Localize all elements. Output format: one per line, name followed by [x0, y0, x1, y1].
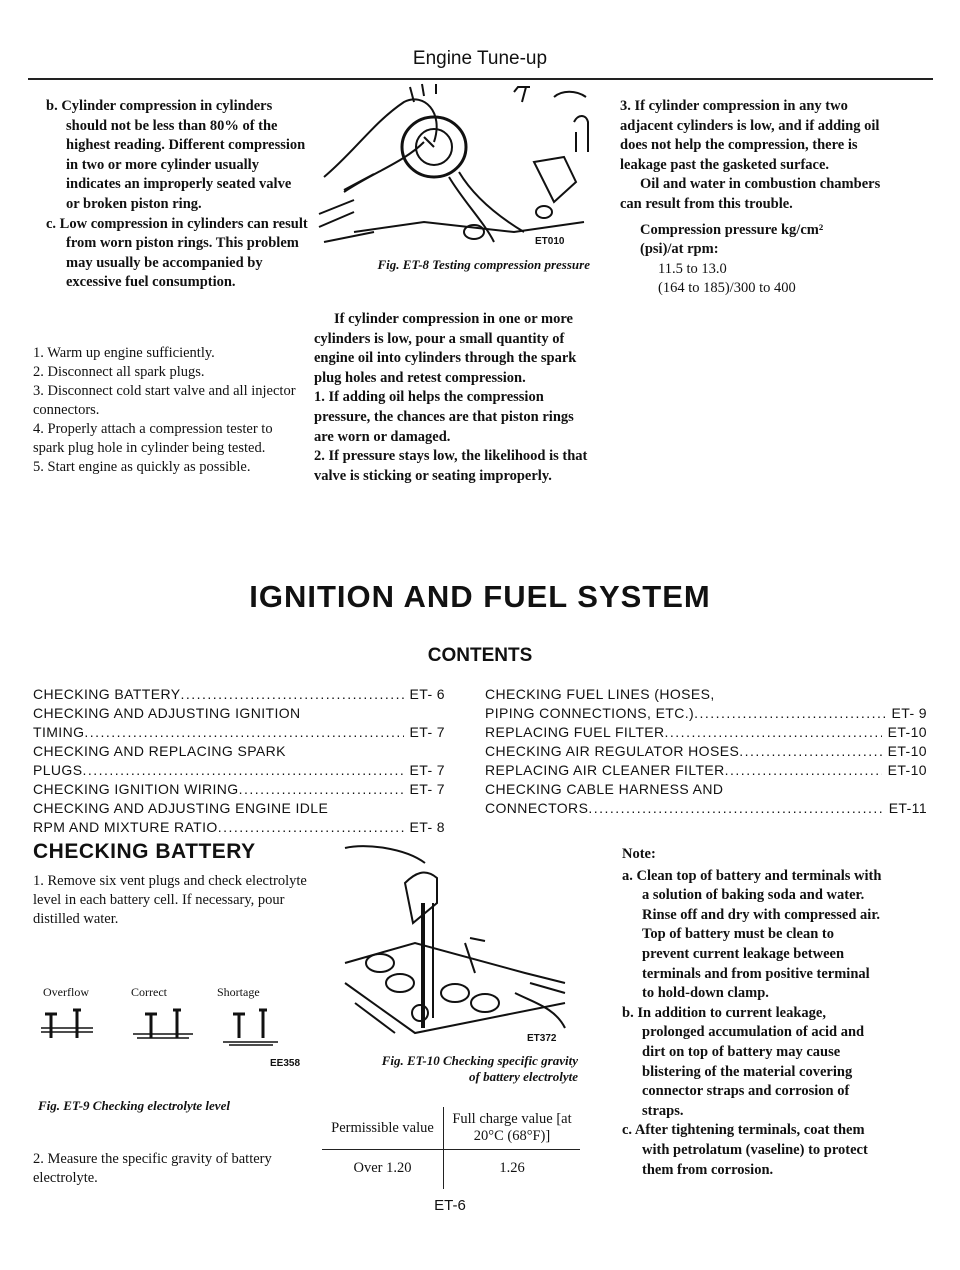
note-item-a: a. Clean top of battery and terminals with a solution of baking soda and water. Rinse off and dry with compressed air. Top of battery must be clean to prevent current leakage between terminals and from positive terminal to hold-down clamp. [622, 867, 882, 1002]
battery-step-1: 1. Remove six vent plugs and check electrolyte level in each battery cell. If necessary, pour distilled water. [33, 873, 307, 927]
toc-entry-label: CHECKING AIR REGULATOR HOSES [485, 743, 740, 759]
toc-entry-page: ET-10 [887, 762, 927, 778]
toc-entry-label: TIMING [33, 724, 85, 740]
toc-entry-label: CHECKING BATTERY [33, 686, 181, 702]
toc-entry[interactable] [485, 704, 927, 723]
right-para-2: Oil and water in combustion chambers can result from this trouble. [620, 176, 881, 212]
figure-caption-et10-line2: of battery electrolyte [468, 1069, 578, 1084]
toc-entry[interactable] [485, 723, 927, 742]
toc-entry[interactable] [33, 761, 445, 780]
figure-caption-et8: Fig. ET-8 Testing compression pressure [377, 257, 590, 272]
toc-left [33, 685, 445, 837]
toc-entry-label: CHECKING IGNITION WIRING [33, 781, 239, 797]
step-2: 2. Disconnect all spark plugs. [33, 364, 205, 380]
left-top-column [46, 97, 308, 293]
toc-entry-line: CHECKING AND REPLACING SPARK [33, 743, 286, 759]
figure-caption-et10-line1: Fig. ET-10 Checking specific gravity [381, 1053, 578, 1068]
step-3: 3. Disconnect cold start valve and all injector connectors. [33, 383, 296, 418]
figure-code-et372: ET372 [527, 1033, 557, 1044]
figure-code-et010: ET010 [535, 236, 565, 247]
para-b: b. Cylinder compression in cylinders should not be less than 80% of the highest reading. Different compression in two or more cylinder usually indicates an improperly seated valve or broken piston ring. [46, 98, 306, 212]
compression-spec-value-1: 11.5 to 13.0 [658, 260, 727, 277]
toc-entry[interactable] [485, 799, 927, 818]
header-rule [28, 78, 933, 80]
section-title: IGNITION AND FUEL SYSTEM [249, 579, 711, 614]
table-header-permissible: Permissible value [322, 1107, 444, 1150]
table-header-full-charge: Full charge value [at 20°C (68°F)] [444, 1107, 581, 1150]
compression-tester-illustration [314, 82, 594, 262]
note-item-b: b. In addition to current leakage, prolonged accumulation of acid and dirt on top of battery may cause blistering of the material covering connector straps and corrosion of straps. [622, 1004, 865, 1119]
toc-entry-label: CONNECTORS [485, 800, 589, 816]
page-header: Engine Tune-up [412, 48, 548, 69]
table-cell-full-charge: 1.26 [499, 1160, 525, 1176]
step-1: 1. Warm up engine sufficiently. [33, 345, 215, 361]
toc-entry[interactable] [33, 685, 445, 704]
battery-note [622, 845, 882, 1180]
step-5: 5. Start engine as quickly as possible. [33, 459, 251, 475]
left-steps [33, 344, 305, 477]
toc-entry-page: ET- 6 [409, 686, 445, 702]
specific-gravity-figure [325, 843, 575, 1043]
electrolyte-level-illustration [33, 1008, 303, 1048]
electrolyte-level-figure [33, 1008, 303, 1048]
toc-entry-label: RPM AND MIXTURE RATIO [33, 819, 218, 835]
toc-entry-page: ET-11 [888, 800, 927, 816]
toc-entry-page: ET- 8 [409, 819, 445, 835]
contents-title: CONTENTS [427, 645, 533, 666]
toc-entry-page: ET- 7 [409, 762, 445, 778]
battery-step-2: 2. Measure the specific gravity of battery electrolyte. [33, 1151, 272, 1186]
toc-right [485, 685, 927, 818]
table-row [322, 1150, 580, 1190]
toc-entry-page: ET- 9 [891, 705, 927, 721]
right-top-column [620, 97, 882, 299]
toc-entry[interactable] [33, 818, 445, 837]
middle-top-text [314, 310, 594, 486]
toc-entry-line: CHECKING CABLE HARNESS AND [485, 781, 724, 797]
compression-test-figure [314, 82, 594, 262]
figure-caption-et9: Fig. ET-9 Checking electrolyte level [38, 1098, 230, 1113]
toc-entry-page: ET- 7 [409, 781, 445, 797]
page-number: ET-6 [434, 1197, 466, 1214]
hydrometer-illustration [325, 843, 575, 1043]
toc-entry-label: PIPING CONNECTIONS, ETC.) [485, 705, 695, 721]
toc-entry-line: CHECKING FUEL LINES (HOSES, [485, 686, 715, 702]
toc-entry[interactable] [485, 761, 927, 780]
level-label-correct: Correct [131, 985, 167, 999]
toc-entry-line: CHECKING AND ADJUSTING IGNITION [33, 705, 301, 721]
toc-entry[interactable] [33, 723, 445, 742]
toc-entry-label: REPLACING AIR CLEANER FILTER [485, 762, 725, 778]
compression-spec-value-2: (164 to 185)/300 to 400 [658, 280, 796, 297]
toc-entry[interactable] [485, 742, 927, 761]
compression-spec-label: Compression pressure kg/cm² (psi)/at rpm: [640, 221, 824, 258]
figure-code-ee358: EE358 [270, 1058, 301, 1069]
table-cell-permissible: Over 1.20 [322, 1150, 444, 1190]
middle-para-2: 1. If adding oil helps the compression pressure, the chances are that piston rings are worn or damaged. [314, 389, 574, 445]
specific-gravity-table [322, 1107, 580, 1189]
note-item-c: c. After tightening terminals, coat them with petrolatum (vaseline) to protect them from corrosion. [622, 1122, 868, 1178]
step-4: 4. Properly attach a compression tester to spark plug hole in cylinder being tested. [33, 421, 273, 456]
note-title: Note: [622, 846, 656, 862]
toc-entry-label: PLUGS [33, 762, 83, 778]
middle-para-1: If cylinder compression in one or more cylinders is low, pour a small quantity of engine oil into cylinders through the spark plug holes and retest compression. [314, 311, 577, 386]
toc-entry-page: ET- 7 [409, 724, 445, 740]
checking-battery-title: CHECKING BATTERY [33, 840, 256, 863]
level-label-overflow: Overflow [43, 985, 89, 999]
toc-entry-line: CHECKING AND ADJUSTING ENGINE IDLE [33, 800, 329, 816]
right-para-1: 3. If cylinder compression in any two adjacent cylinders is low, and if adding oil does not help the compression, there is leakage past the gasketed surface. [620, 98, 880, 173]
para-c: c. Low compression in cylinders can result from worn piston rings. This problem may usually be accompanied by excessive fuel consumption. [46, 215, 308, 291]
toc-entry-label: REPLACING FUEL FILTER [485, 724, 665, 740]
toc-entry[interactable] [33, 780, 445, 799]
toc-entry-page: ET-10 [887, 724, 927, 740]
level-label-shortage: Shortage [217, 985, 260, 999]
toc-entry-page: ET-10 [887, 743, 927, 759]
middle-para-3: 2. If pressure stays low, the likelihood is that valve is sticking or seating improperly. [314, 448, 588, 484]
